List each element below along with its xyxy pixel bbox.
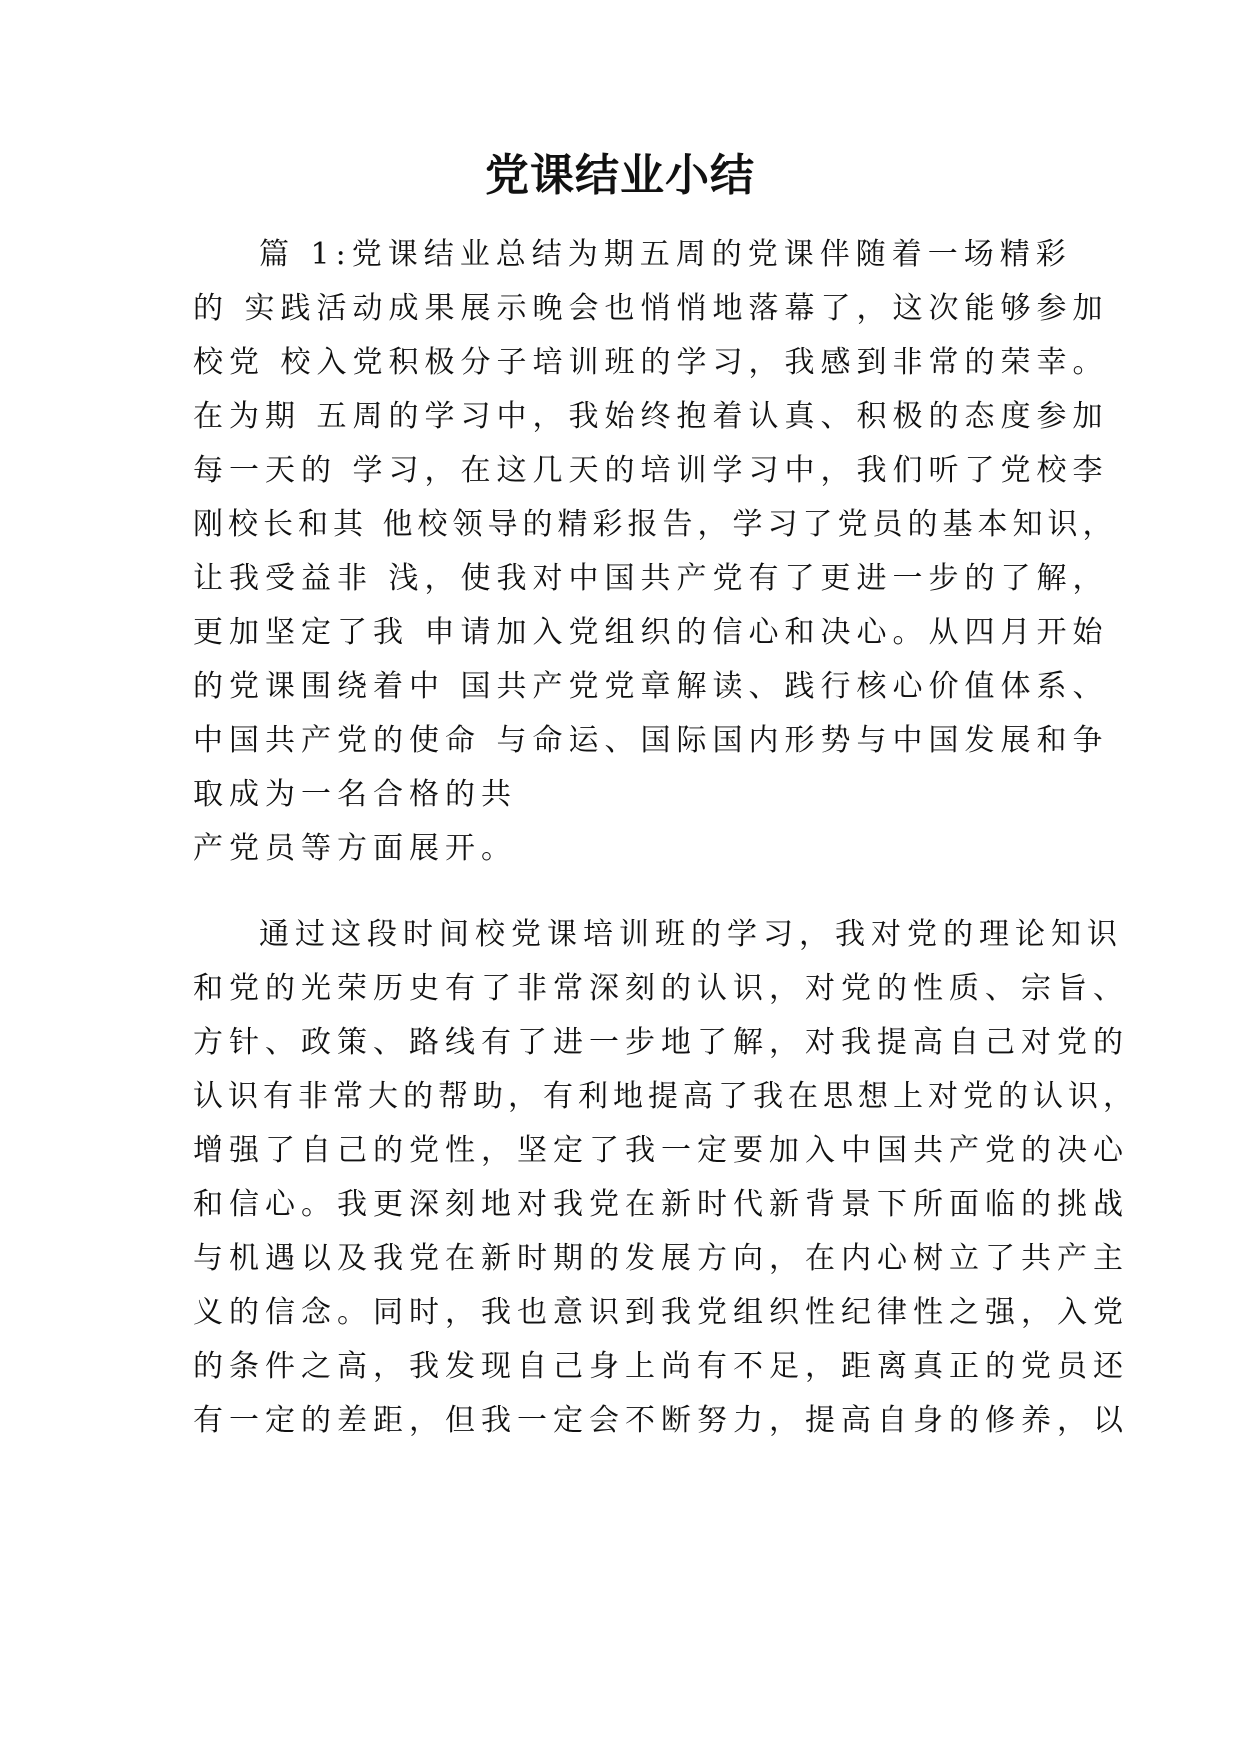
paragraph-line: 和党的光荣历史有了非常深刻的认识，对党的性质、宗旨、 [193, 971, 1129, 1006]
paragraph-line: 义的信念。同时，我也意识到我党组织性纪律性之强，入党 [193, 1295, 1129, 1330]
paragraph-line: 有一定的差距，但我一定会不断努力，提高自身的修养，以 [193, 1403, 1129, 1438]
paragraph-2 [193, 908, 1138, 1448]
paragraph-line: 每一天的 学习，在这几天的培训学习中，我们听了党校李 [193, 453, 1109, 488]
document-title: 党课结业小结 [485, 150, 755, 201]
paragraph-line: 校党 校入党积极分子培训班的学习，我感到非常的荣幸。 [193, 345, 1109, 380]
paragraph-line: 认识有非常大的帮助，有利地提高了我在思想上对党的认识， [193, 1079, 1138, 1114]
paragraph-line: 刚校长和其 他校领导的精彩报告，学习了党员的基本知识， [193, 507, 1118, 542]
paragraph-line: 的党课围绕着中 国共产党党章解读、践行核心价值体系、 [193, 669, 1109, 704]
paragraph-line: 增强了自己的党性，坚定了我一定要加入中国共产党的决心 [193, 1133, 1129, 1168]
paragraph-line: 篇 1:党课结业总结为期五周的党课伴随着一场精彩 [259, 237, 1072, 272]
paragraph-line: 方针、政策、路线有了进一步地了解，对我提高自己对党的 [193, 1025, 1129, 1060]
paragraph-line: 产党员等方面展开。 [193, 831, 517, 866]
paragraph-line: 通过这段时间校党课培训班的学习，我对党的理论知识 [259, 917, 1123, 952]
paragraph-line: 取成为一名合格的共 [193, 777, 517, 812]
paragraph-line: 更加坚定了我 申请加入党组织的信心和决心。从四月开始 [193, 615, 1109, 650]
paragraph-line: 的条件之高，我发现自己身上尚有不足，距离真正的党员还 [193, 1349, 1129, 1384]
paragraph-line: 和信心。我更深刻地对我党在新时代新背景下所面临的挑战 [193, 1187, 1129, 1222]
paragraph-1 [193, 228, 1118, 876]
paragraph-line: 与机遇以及我党在新时期的发展方向，在内心树立了共产主 [193, 1241, 1129, 1276]
paragraph-line: 的 实践活动成果展示晚会也悄悄地落幕了，这次能够参加 [193, 291, 1109, 326]
paragraph-line: 中国共产党的使命 与命运、国际国内形势与中国发展和争 [193, 723, 1109, 758]
paragraph-line: 让我受益非 浅，使我对中国共产党有了更进一步的了解， [193, 561, 1109, 596]
paragraph-line: 在为期 五周的学习中，我始终抱着认真、积极的态度参加 [193, 399, 1109, 434]
